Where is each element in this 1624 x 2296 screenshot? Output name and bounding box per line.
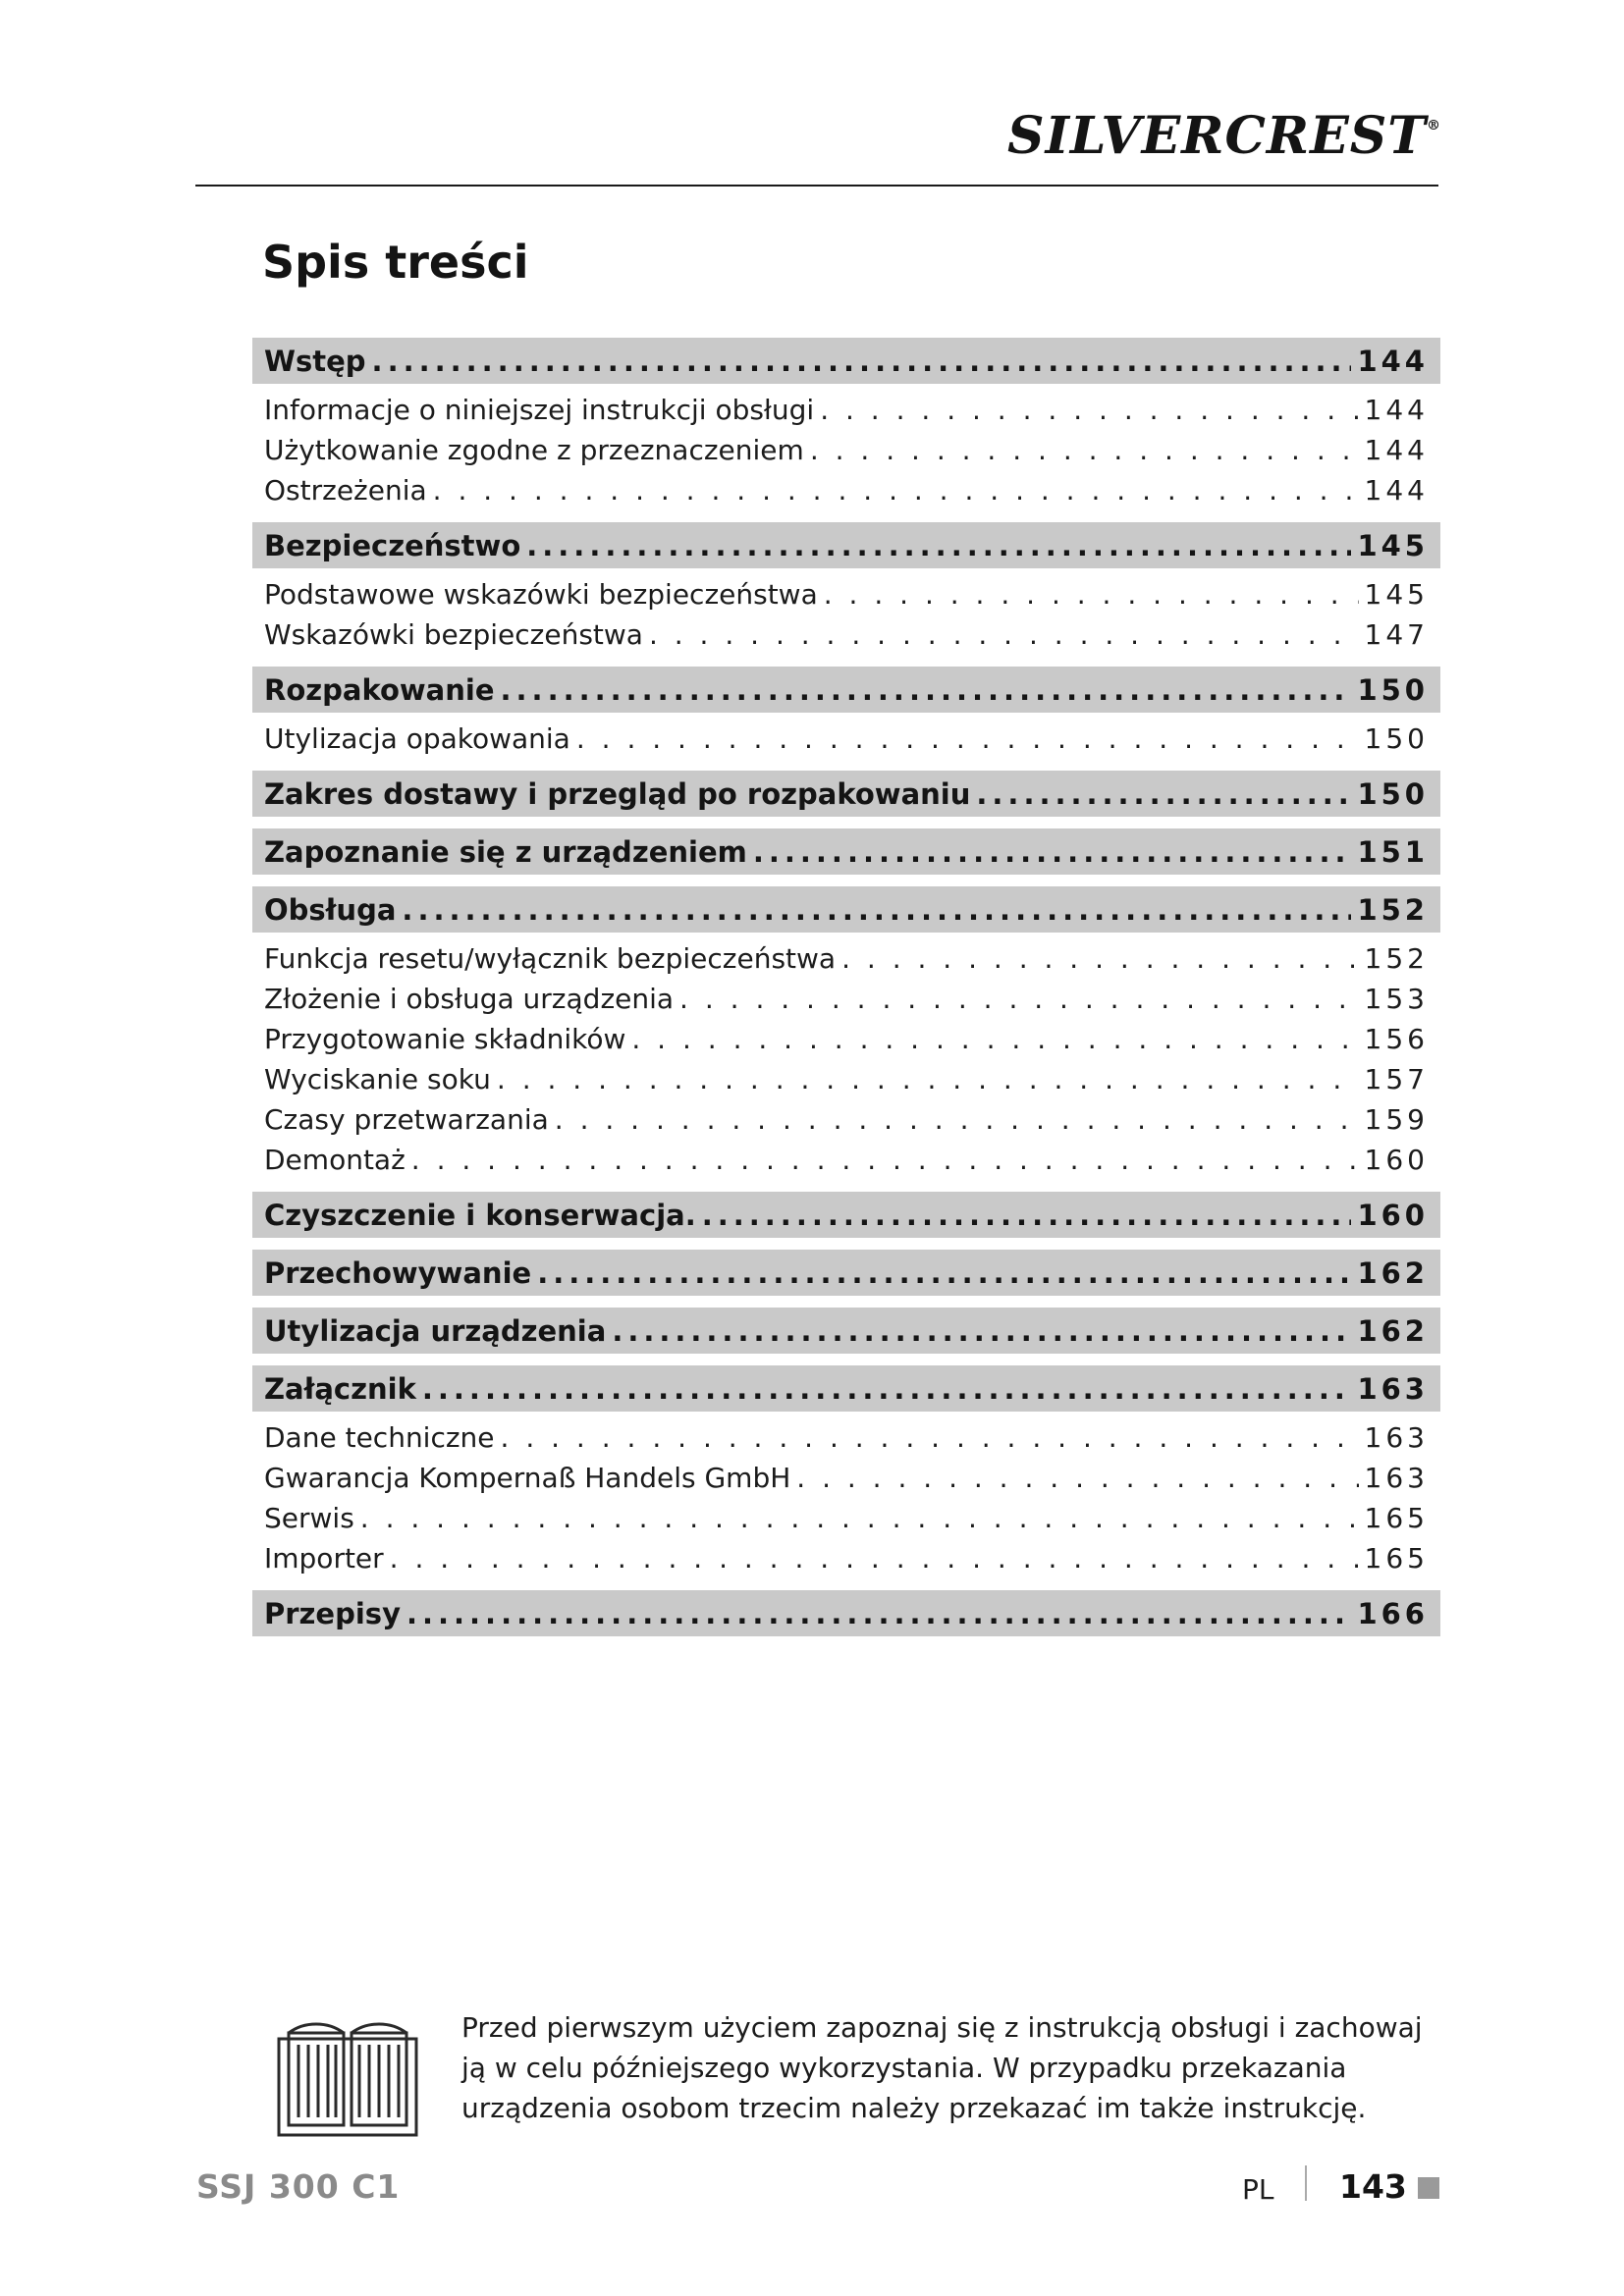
dot-leader xyxy=(753,835,1352,869)
toc-entry[interactable] xyxy=(252,1498,1440,1538)
toc-entry[interactable] xyxy=(252,1458,1440,1498)
toc-section xyxy=(252,1308,1440,1354)
toc-heading-page: 163 xyxy=(1357,1371,1429,1406)
dot-leader xyxy=(406,1597,1351,1630)
toc-entry[interactable] xyxy=(252,614,1440,655)
toc-section xyxy=(252,522,1440,655)
toc-heading-label: Przepisy xyxy=(264,1596,401,1630)
toc-heading-page: 144 xyxy=(1357,344,1429,378)
dot-leader xyxy=(501,1421,1359,1454)
toc-entry-page: 150 xyxy=(1364,722,1429,755)
toc-section xyxy=(252,1590,1440,1636)
toc-entry-label: Serwis xyxy=(264,1502,354,1534)
dot-leader xyxy=(422,1372,1352,1406)
toc-section xyxy=(252,667,1440,759)
toc-heading-page: 162 xyxy=(1357,1255,1429,1290)
toc-heading-label: Obsługa xyxy=(264,892,397,927)
dot-leader xyxy=(631,1023,1358,1055)
dot-leader xyxy=(402,893,1351,927)
toc-entry[interactable] xyxy=(252,1059,1440,1099)
page-number: 143 xyxy=(1339,2167,1407,2206)
toc-section xyxy=(252,1192,1440,1238)
dot-leader xyxy=(360,1502,1359,1534)
toc-entry-label: Złożenie i obsługa urządzenia xyxy=(264,983,675,1015)
toc-entry-page: 147 xyxy=(1364,618,1429,651)
toc-entry-label: Czasy przetwarzania xyxy=(264,1103,549,1136)
toc-entry[interactable] xyxy=(252,470,1440,510)
toc-heading-page: 160 xyxy=(1357,1198,1429,1232)
table-of-contents xyxy=(252,338,1440,1648)
toc-heading-page: 145 xyxy=(1357,528,1429,562)
toc-entry-label: Utylizacja opakowania xyxy=(264,722,570,755)
toc-heading-page: 162 xyxy=(1357,1313,1429,1348)
toc-heading-page: 150 xyxy=(1357,672,1429,707)
toc-heading-label: Przechowywanie xyxy=(264,1255,532,1290)
toc-heading-label: Czyszczenie i konserwacja. xyxy=(264,1198,696,1232)
toc-heading[interactable] xyxy=(252,1250,1440,1296)
toc-heading[interactable] xyxy=(252,1192,1440,1238)
dot-leader xyxy=(390,1542,1359,1575)
toc-entry[interactable] xyxy=(252,574,1440,614)
toc-heading[interactable] xyxy=(252,1308,1440,1354)
toc-entry-page: 165 xyxy=(1364,1502,1429,1534)
toc-heading-page: 152 xyxy=(1357,892,1429,927)
toc-heading[interactable] xyxy=(252,522,1440,568)
toc-heading-label: Załącznik xyxy=(264,1371,416,1406)
dot-leader xyxy=(810,434,1359,466)
header-rule xyxy=(195,185,1438,187)
dot-leader xyxy=(372,345,1352,378)
language-code: PL xyxy=(1242,2173,1274,2206)
toc-entry[interactable] xyxy=(252,1417,1440,1458)
toc-entry-label: Dane techniczne xyxy=(264,1421,495,1454)
dot-leader xyxy=(497,1063,1359,1095)
dot-leader xyxy=(820,394,1358,426)
toc-section xyxy=(252,338,1440,510)
dot-leader xyxy=(555,1103,1359,1136)
toc-entry-label: Użytkowanie zgodne z przeznaczeniem xyxy=(264,434,804,466)
toc-entry[interactable] xyxy=(252,719,1440,759)
page-title: Spis treści xyxy=(262,236,529,289)
model-number: SSJ 300 C1 xyxy=(196,2167,401,2206)
dot-leader xyxy=(501,673,1352,707)
toc-entry-label: Wyciskanie soku xyxy=(264,1063,491,1095)
dot-leader xyxy=(576,722,1359,755)
toc-entry[interactable] xyxy=(252,1538,1440,1578)
toc-entry[interactable] xyxy=(252,1140,1440,1180)
toc-entry-page: 157 xyxy=(1364,1063,1429,1095)
toc-heading[interactable] xyxy=(252,338,1440,384)
toc-entry-label: Ostrzeżenia xyxy=(264,474,427,507)
toc-entry-label: Podstawowe wskazówki bezpieczeństwa xyxy=(264,578,818,611)
toc-section xyxy=(252,886,1440,1180)
toc-entry[interactable] xyxy=(252,979,1440,1019)
toc-entry-label: Gwarancja Kompernaß Handels GmbH xyxy=(264,1462,791,1494)
toc-section xyxy=(252,1365,1440,1578)
toc-entry-label: Demontaż xyxy=(264,1144,406,1176)
dot-leader xyxy=(976,777,1351,811)
dot-leader xyxy=(526,529,1351,562)
toc-heading-label: Bezpieczeństwo xyxy=(264,528,521,562)
dot-leader xyxy=(841,942,1358,975)
toc-section xyxy=(252,771,1440,817)
registered-mark: ® xyxy=(1427,118,1441,133)
toc-heading[interactable] xyxy=(252,1365,1440,1412)
toc-entry-label: Funkcja resetu/wyłącznik bezpieczeństwa xyxy=(264,942,837,975)
toc-heading[interactable] xyxy=(252,828,1440,875)
toc-entry-page: 144 xyxy=(1364,394,1429,426)
toc-entry-page: 163 xyxy=(1364,1462,1429,1494)
toc-entry[interactable] xyxy=(252,1099,1440,1140)
toc-section xyxy=(252,1250,1440,1296)
toc-heading-page: 151 xyxy=(1357,834,1429,869)
toc-entry-page: 153 xyxy=(1364,983,1429,1015)
dot-leader xyxy=(411,1144,1359,1176)
dot-leader xyxy=(537,1256,1351,1290)
toc-heading-label: Zapoznanie się z urządzeniem xyxy=(264,834,747,869)
toc-entry-page: 144 xyxy=(1364,474,1429,507)
open-book-icon xyxy=(275,2015,420,2139)
toc-entry[interactable] xyxy=(252,430,1440,470)
dot-leader xyxy=(824,578,1359,611)
toc-heading-label: Utylizacja urządzenia xyxy=(264,1313,607,1348)
brand-name: SILVERCREST xyxy=(1007,106,1427,166)
dot-leader xyxy=(649,618,1359,651)
toc-entry-page: 156 xyxy=(1364,1023,1429,1055)
toc-entry-label: Informacje o niniejszej instrukcji obsługi xyxy=(264,394,815,426)
toc-heading-label: Rozpakowanie xyxy=(264,672,495,707)
toc-entry-page: 152 xyxy=(1364,942,1429,975)
toc-entry-page: 163 xyxy=(1364,1421,1429,1454)
toc-entry-label: Importer xyxy=(264,1542,384,1575)
toc-entry-page: 159 xyxy=(1364,1103,1429,1136)
toc-heading-label: Zakres dostawy i przegląd po rozpakowaniu xyxy=(264,776,971,811)
toc-entry-label: Wskazówki bezpieczeństwa xyxy=(264,618,643,651)
dot-leader xyxy=(612,1314,1351,1348)
toc-entry-page: 144 xyxy=(1364,434,1429,466)
toc-heading[interactable] xyxy=(252,667,1440,713)
page-marker-square xyxy=(1418,2177,1439,2199)
instruction-note xyxy=(275,2007,1443,2155)
toc-entry-page: 160 xyxy=(1364,1144,1429,1176)
dot-leader xyxy=(702,1199,1352,1232)
dot-leader xyxy=(433,474,1359,507)
toc-entry-page: 145 xyxy=(1364,578,1429,611)
toc-heading-page: 150 xyxy=(1357,776,1429,811)
toc-entry[interactable] xyxy=(252,390,1440,430)
toc-heading[interactable] xyxy=(252,771,1440,817)
note-text: Przed pierwszym użyciem zapoznaj się z instrukcją obsługi i zachowaj ją w celu późniejszego wykorzystania. W przypadku przekazania urządzenia osobom trzecim należy przekazać im także instrukcję. xyxy=(461,2011,1423,2124)
toc-entry[interactable] xyxy=(252,938,1440,979)
toc-heading-label: Wstęp xyxy=(264,344,366,378)
toc-entry-page: 165 xyxy=(1364,1542,1429,1575)
footer-divider xyxy=(1305,2165,1307,2201)
brand-logo xyxy=(1007,106,1441,166)
dot-leader xyxy=(679,983,1359,1015)
toc-heading[interactable] xyxy=(252,1590,1440,1636)
toc-entry-label: Przygotowanie składników xyxy=(264,1023,626,1055)
toc-section xyxy=(252,828,1440,875)
toc-heading[interactable] xyxy=(252,886,1440,933)
toc-entry[interactable] xyxy=(252,1019,1440,1059)
dot-leader xyxy=(796,1462,1358,1494)
toc-heading-page: 166 xyxy=(1357,1596,1429,1630)
